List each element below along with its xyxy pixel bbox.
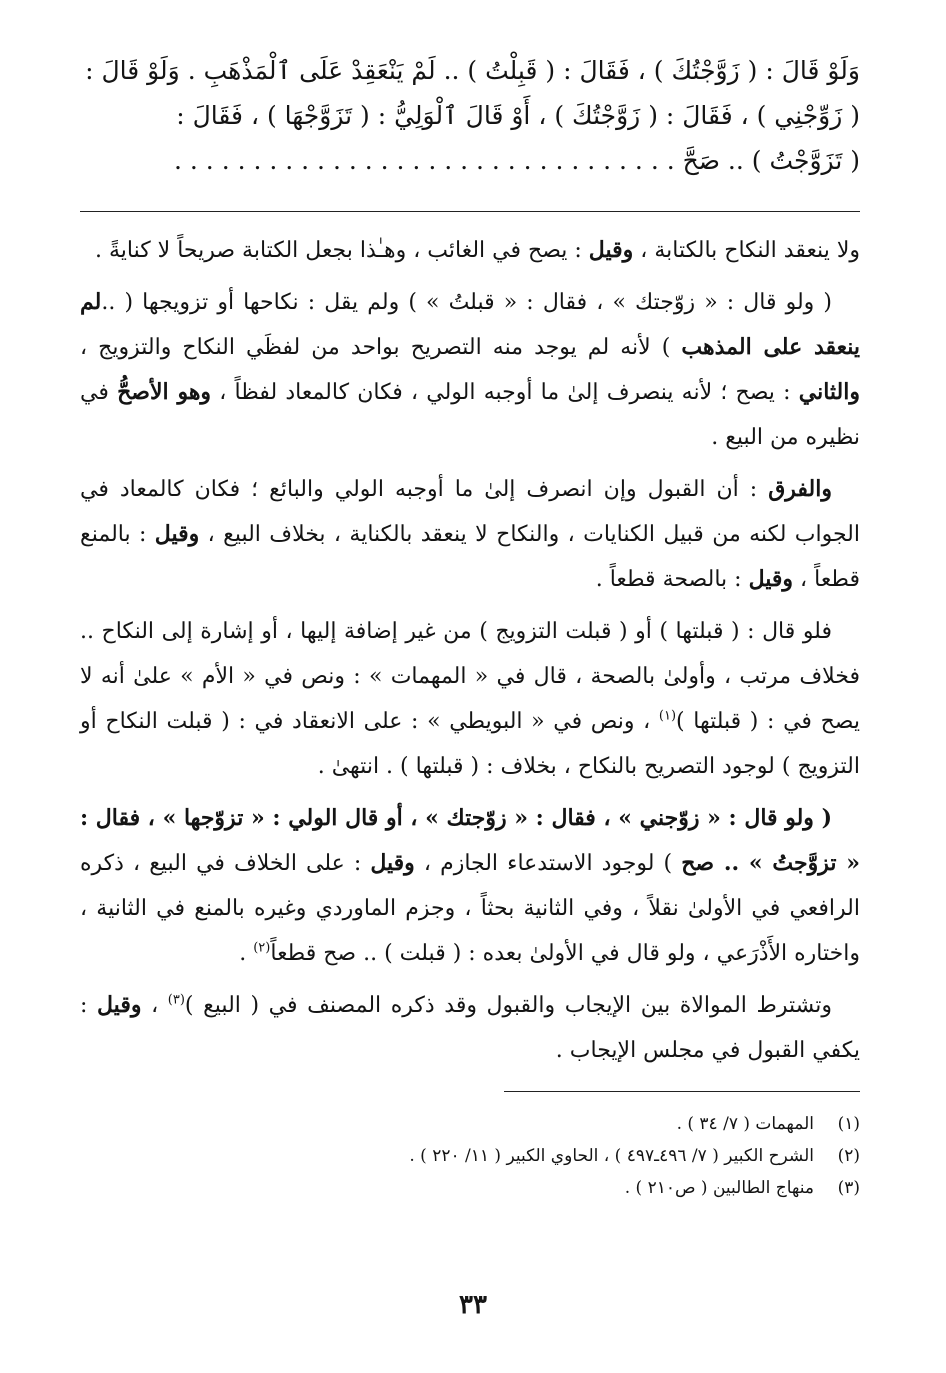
commentary-paragraph: فلو قال : ( قبلتها ) أو ( قبلت التزويج ) من غير إضافة إليها ، أو إشارة إلى النكاح .. فخلاف مرتب ، وأولىٰ بالصحة ، قال في « المهمات » : ونص في « الأم » علىٰ أنه لا يصح في : ( قبلتها )$^{(١)}$ ، ونص في « البويطي » : على الانعقاد في : ( قبلت النكاح أو التزويج ) لوجود التصريح بالنكاح ، بخلاف : ( قبلتها ) . انتهىٰ .	[80, 619, 860, 779]
commentary-paragraph: والفرق : أن القبول وإن انصرف إلىٰ ما أوجبه الولي والبائع ؛ فكان كالمعاد في الجواب لكنه من قبيل الكنايات ، والنكاح لا ينعقد بالكناية ، بخلاف البيع ، وقيل : بالمنع قطعاً ، وقيل : بالصحة قطعاً .	[80, 476, 860, 592]
footnote-item	[80, 1108, 860, 1140]
footnote-text: منهاج الطالبين ( ص٢١٠ ) .	[624, 1178, 814, 1198]
footnote-number: (١)	[837, 1114, 860, 1134]
footnote-item	[80, 1140, 860, 1172]
commentary-paragraph: ( ولو قال : « زوّجني » ، فقال : « زوّجتك » ، أو قال الولي : « تزوّجها » ، فقال : « تزوَّجتُ » .. صح ) لوجود الاستدعاء الجازم ، وقيل : على الخلاف في البيع ، ذكره الرافعي في الأولىٰ نقلاً ، وفي الثانية بحثاً ، وجزم الماوردي وغيره بالمنع في الثانية ، واختاره الأَذْرَعي ، ولو قال في الأولىٰ بعده : ( قبلت ) .. صح قطعاً$^{(٢)}$ .	[80, 805, 860, 966]
footnote-item	[80, 1172, 860, 1204]
matn-separator	[80, 211, 860, 212]
matn-text	[80, 48, 860, 183]
commentary-paragraph: وتشترط الموالاة بين الإيجاب والقبول وقد ذكره المصنف في ( البيع )$^{(٣)}$ ، وقيل : يكفي القبول في مجلس الإيجاب .	[80, 992, 860, 1063]
matn-line: ( زَوِّجْنِي ) ، فَقَالَ : ( زَوَّجْتُكَ ) ، أَوْ قَالَ ٱلْوَلِيُّ : ( تَزَوَّجْهَا ) ، فَقَالَ :	[176, 101, 860, 130]
commentary-paragraph: ( ولو قال : « زوّجتك » ، فقال : « قبلتُ » ) ولم يقل : نكاحها أو تزويجها ( ..لم ينعقد على المذهب ) لأنه لم يوجد منه التصريح بواحد من لفظَي النكاح والتزويج ، والثاني : يصح ؛ لأنه ينصرف إلىٰ ما أوجبه الولي ، فكان كالمعاد لفظاً ، وهو الأصحُّ في نظيره من البيع .	[80, 289, 860, 450]
footnote-ref[interactable]: (٢)	[253, 940, 271, 956]
footnote-ref[interactable]: (١)	[658, 708, 677, 724]
footnotes	[80, 1108, 860, 1204]
matn-line: وَلَوْ قَالَ : ( زَوَّجْتُكَ ) ، فَقَالَ : ( قَبِلْتُ ) .. لَمْ يَنْعَقِدْ عَلَى ٱلْمَذْهَبِ . وَلَوْ قَالَ :	[85, 56, 860, 85]
footnote-number: (٢)	[837, 1146, 860, 1166]
footnote-text: المهمات ( ٧/ ٣٤ ) .	[676, 1114, 814, 1134]
footnote-number: (٣)	[837, 1178, 860, 1198]
commentary-paragraph: ولا ينعقد النكاح بالكتابة ، وقيل : يصح في الغائب ، وهـٰذا بجعل الكتابة صريحاً لا كنايةً .	[94, 237, 860, 263]
footnote-ref[interactable]: (٣)	[167, 992, 185, 1008]
page-number: ٣٣	[459, 1290, 487, 1320]
footnote-separator	[504, 1091, 860, 1092]
commentary-text	[80, 228, 860, 1073]
matn-line: ( تَزَوَّجْتُ ) .. صَحَّ . . . . . . . . . . . . . . . . . . . . . . . . . . . . . . . .	[174, 146, 860, 175]
footnote-text: الشرح الكبير ( ٧/ ٤٩٦ـ٤٩٧ ) ، الحاوي الكبير ( ١١/ ٢٢٠ ) .	[409, 1146, 814, 1166]
